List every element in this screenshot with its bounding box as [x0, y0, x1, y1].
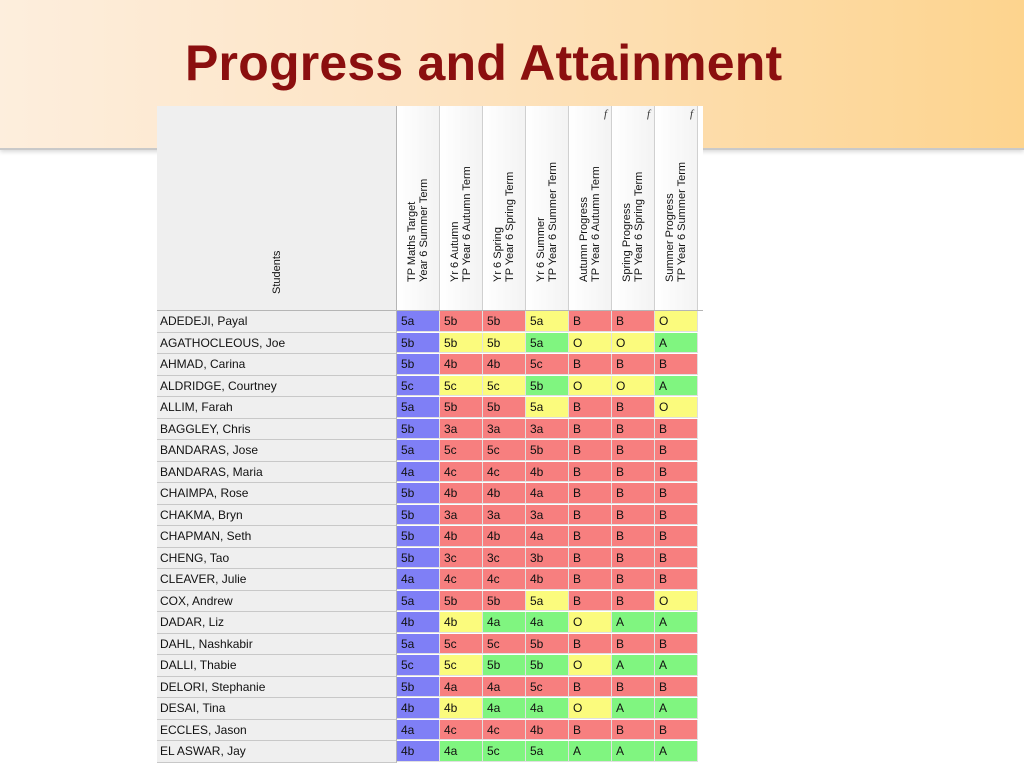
grade-cell[interactable]: B: [612, 462, 655, 483]
grade-cell[interactable]: B: [569, 462, 612, 483]
grade-cell[interactable]: 5b: [526, 634, 569, 655]
formula-icon: f: [689, 108, 693, 120]
grade-cell[interactable]: O: [655, 311, 698, 332]
grade-cell[interactable]: 5b: [440, 591, 483, 612]
table-row[interactable]: [157, 677, 703, 699]
grade-cell[interactable]: 5b: [526, 376, 569, 397]
grade-cell[interactable]: 5b: [397, 419, 440, 440]
grade-cell[interactable]: 4c: [440, 462, 483, 483]
grade-cell[interactable]: 5b: [397, 677, 440, 698]
table-row[interactable]: [157, 741, 703, 763]
grade-cell[interactable]: A: [612, 612, 655, 633]
grade-cell[interactable]: 4b: [526, 569, 569, 590]
grade-cell[interactable]: 5b: [483, 397, 526, 418]
grade-cell[interactable]: B: [569, 440, 612, 461]
grade-cell[interactable]: 5b: [483, 333, 526, 354]
grade-cell[interactable]: 5b: [397, 333, 440, 354]
student-name[interactable]: AHMAD, Carina: [157, 354, 397, 376]
grade-cell[interactable]: 5c: [440, 376, 483, 397]
student-name[interactable]: CHAIMPA, Rose: [157, 483, 397, 505]
student-name[interactable]: AGATHOCLEOUS, Joe: [157, 333, 397, 355]
table-row[interactable]: [157, 655, 703, 677]
grade-cell[interactable]: B: [612, 419, 655, 440]
student-name[interactable]: ECCLES, Jason: [157, 720, 397, 742]
header-column-label: Spring Progress TP Year 6 Spring Term: [621, 171, 645, 282]
grade-cell[interactable]: A: [655, 333, 698, 354]
grade-cell[interactable]: 4b: [397, 698, 440, 719]
grade-cell[interactable]: B: [655, 634, 698, 655]
student-name[interactable]: DESAI, Tina: [157, 698, 397, 720]
grade-cell[interactable]: B: [655, 483, 698, 504]
grade-cell[interactable]: B: [569, 634, 612, 655]
table-row[interactable]: [157, 311, 703, 333]
grade-cell[interactable]: 5a: [397, 311, 440, 332]
table-row[interactable]: [157, 419, 703, 441]
grade-cell[interactable]: 5b: [440, 333, 483, 354]
table-row[interactable]: [157, 612, 703, 634]
grade-cell[interactable]: 5b: [526, 440, 569, 461]
student-name[interactable]: EL ASWAR, Jay: [157, 741, 397, 763]
header-students-label: Students: [270, 250, 283, 294]
grade-cell[interactable]: 5c: [483, 741, 526, 762]
table-row[interactable]: [157, 505, 703, 527]
grade-cell[interactable]: 5c: [526, 354, 569, 375]
grade-cell[interactable]: 5a: [526, 741, 569, 762]
grade-cell[interactable]: 4b: [440, 354, 483, 375]
grade-cell[interactable]: 4c: [483, 720, 526, 741]
grade-cell[interactable]: 4a: [397, 720, 440, 741]
header-column-label: Yr 6 Autumn TP Year 6 Autumn Term: [449, 166, 473, 282]
grade-cell[interactable]: 3b: [526, 548, 569, 569]
grade-cell[interactable]: B: [569, 720, 612, 741]
grade-cell[interactable]: 5a: [397, 591, 440, 612]
grade-cell[interactable]: 5c: [483, 440, 526, 461]
grade-cell[interactable]: 4b: [397, 741, 440, 762]
grade-cell[interactable]: 5a: [397, 440, 440, 461]
grade-cell[interactable]: 4b: [483, 526, 526, 547]
grade-cell[interactable]: B: [612, 569, 655, 590]
grade-cell[interactable]: 5c: [397, 376, 440, 397]
grade-cell[interactable]: 3c: [440, 548, 483, 569]
header-column-2[interactable]: [440, 106, 483, 310]
header-column-label: Yr 6 Spring TP Year 6 Spring Term: [492, 171, 516, 282]
grade-cell[interactable]: 5a: [526, 311, 569, 332]
grade-cell[interactable]: B: [655, 505, 698, 526]
grade-cell[interactable]: 4a: [526, 526, 569, 547]
grade-cell[interactable]: 5c: [440, 634, 483, 655]
grade-cell[interactable]: B: [569, 548, 612, 569]
grade-cell[interactable]: 4a: [397, 569, 440, 590]
grade-cell[interactable]: 5a: [397, 634, 440, 655]
grade-cell[interactable]: 3c: [483, 548, 526, 569]
table-row[interactable]: [157, 548, 703, 570]
grade-cell[interactable]: 4a: [526, 483, 569, 504]
grade-cell[interactable]: B: [612, 526, 655, 547]
grade-cell[interactable]: B: [612, 311, 655, 332]
grade-cell[interactable]: B: [569, 569, 612, 590]
grade-cell[interactable]: B: [569, 354, 612, 375]
grade-cell[interactable]: B: [655, 419, 698, 440]
header-column-7[interactable]: [655, 106, 698, 310]
grade-cell[interactable]: 3a: [483, 419, 526, 440]
grade-cell[interactable]: O: [655, 397, 698, 418]
grade-cell[interactable]: B: [612, 548, 655, 569]
grade-cell[interactable]: 4c: [440, 720, 483, 741]
student-name[interactable]: CHAKMA, Bryn: [157, 505, 397, 527]
student-name[interactable]: COX, Andrew: [157, 591, 397, 613]
grade-cell[interactable]: B: [612, 634, 655, 655]
student-name[interactable]: DAHL, Nashkabir: [157, 634, 397, 656]
grade-cell[interactable]: 4b: [526, 462, 569, 483]
grade-cell[interactable]: O: [569, 698, 612, 719]
table-row[interactable]: [157, 634, 703, 656]
grade-cell[interactable]: 5a: [526, 333, 569, 354]
grade-cell[interactable]: B: [612, 505, 655, 526]
table-row[interactable]: [157, 354, 703, 376]
grade-cell[interactable]: B: [655, 720, 698, 741]
grade-cell[interactable]: 5c: [440, 440, 483, 461]
grade-cell[interactable]: A: [655, 698, 698, 719]
grade-cell[interactable]: B: [569, 311, 612, 332]
grade-cell[interactable]: 5b: [397, 548, 440, 569]
grade-cell[interactable]: 3a: [483, 505, 526, 526]
grade-cell[interactable]: B: [655, 354, 698, 375]
grade-cell[interactable]: B: [569, 505, 612, 526]
header-column-label: TP Maths Target Year 6 Summer Term: [406, 178, 430, 282]
student-name[interactable]: DALLI, Thabie: [157, 655, 397, 677]
table-row[interactable]: [157, 483, 703, 505]
student-name[interactable]: ALLIM, Farah: [157, 397, 397, 419]
header-column-label: Autumn Progress TP Year 6 Autumn Term: [578, 166, 602, 282]
table-row[interactable]: [157, 569, 703, 591]
student-name[interactable]: ALDRIDGE, Courtney: [157, 376, 397, 398]
header-column-4[interactable]: [526, 106, 569, 310]
grade-cell[interactable]: 5b: [397, 483, 440, 504]
grade-cell[interactable]: 5b: [440, 311, 483, 332]
grade-cell[interactable]: 5b: [483, 311, 526, 332]
grade-cell[interactable]: B: [612, 483, 655, 504]
grade-cell[interactable]: 5c: [483, 376, 526, 397]
grade-cell[interactable]: 4a: [483, 612, 526, 633]
table-row[interactable]: [157, 376, 703, 398]
grade-cell[interactable]: 5b: [397, 526, 440, 547]
student-name[interactable]: BANDARAS, Jose: [157, 440, 397, 462]
grade-cell[interactable]: B: [655, 440, 698, 461]
grade-cell[interactable]: 4a: [526, 698, 569, 719]
grade-cell[interactable]: 4a: [483, 677, 526, 698]
grade-cell[interactable]: 4b: [526, 720, 569, 741]
grade-cell[interactable]: B: [569, 526, 612, 547]
grade-cell[interactable]: 4c: [483, 462, 526, 483]
student-name[interactable]: DADAR, Liz: [157, 612, 397, 634]
table-row[interactable]: [157, 720, 703, 742]
grade-cell[interactable]: 5c: [526, 677, 569, 698]
grade-cell[interactable]: 4c: [440, 569, 483, 590]
student-name[interactable]: BAGGLEY, Chris: [157, 419, 397, 441]
grade-cell[interactable]: 4a: [397, 462, 440, 483]
grade-cell[interactable]: A: [655, 612, 698, 633]
header-column-label: Summer Progress TP Year 6 Summer Term: [664, 161, 688, 282]
grade-cell[interactable]: 3a: [440, 419, 483, 440]
grade-cell[interactable]: 4a: [440, 677, 483, 698]
student-name[interactable]: ADEDEJI, Payal: [157, 311, 397, 333]
grade-cell[interactable]: 4b: [397, 612, 440, 633]
grade-cell[interactable]: 4b: [483, 483, 526, 504]
grade-cell[interactable]: 3a: [440, 505, 483, 526]
grade-cell[interactable]: 4b: [483, 354, 526, 375]
grade-cell[interactable]: A: [655, 376, 698, 397]
grade-cell[interactable]: B: [655, 462, 698, 483]
header-column-6[interactable]: [612, 106, 655, 310]
grade-cell[interactable]: 5b: [397, 354, 440, 375]
grade-cell[interactable]: A: [612, 655, 655, 676]
grade-cell[interactable]: O: [569, 612, 612, 633]
page-title: Progress and Attainment: [185, 35, 783, 91]
grade-cell[interactable]: 4b: [440, 698, 483, 719]
grade-cell[interactable]: B: [655, 677, 698, 698]
grade-cell[interactable]: B: [612, 397, 655, 418]
table-row[interactable]: [157, 698, 703, 720]
grade-cell[interactable]: A: [655, 655, 698, 676]
grade-cell[interactable]: A: [612, 698, 655, 719]
table-row[interactable]: [157, 397, 703, 419]
grade-cell[interactable]: B: [612, 677, 655, 698]
grade-cell[interactable]: 4b: [440, 526, 483, 547]
grade-cell[interactable]: B: [612, 720, 655, 741]
grade-cell[interactable]: 4a: [440, 741, 483, 762]
formula-icon: f: [646, 108, 650, 120]
grade-cell[interactable]: A: [569, 741, 612, 762]
header-column-5[interactable]: [569, 106, 612, 310]
grade-cell[interactable]: 4b: [440, 612, 483, 633]
grade-cell[interactable]: O: [569, 376, 612, 397]
student-name[interactable]: DELORI, Stephanie: [157, 677, 397, 699]
grade-cell[interactable]: B: [569, 483, 612, 504]
grade-cell[interactable]: B: [655, 526, 698, 547]
grade-cell[interactable]: O: [655, 591, 698, 612]
grade-cell[interactable]: B: [612, 354, 655, 375]
grade-cell[interactable]: 4a: [526, 612, 569, 633]
grade-cell[interactable]: O: [569, 333, 612, 354]
grade-cell[interactable]: B: [612, 591, 655, 612]
student-grid: [157, 106, 703, 763]
header-column-3[interactable]: [483, 106, 526, 310]
grade-cell[interactable]: B: [655, 569, 698, 590]
grade-cell[interactable]: 5a: [526, 591, 569, 612]
grade-cell[interactable]: 4b: [440, 483, 483, 504]
header-students[interactable]: [157, 106, 397, 310]
table-row[interactable]: [157, 526, 703, 548]
grid-header: [157, 106, 703, 311]
table-row[interactable]: [157, 333, 703, 355]
grade-cell[interactable]: 5b: [440, 397, 483, 418]
student-name[interactable]: CLEAVER, Julie: [157, 569, 397, 591]
grade-cell[interactable]: B: [655, 548, 698, 569]
header-column-1[interactable]: [397, 106, 440, 310]
grade-cell[interactable]: O: [612, 376, 655, 397]
grade-cell[interactable]: 5a: [397, 397, 440, 418]
grade-cell[interactable]: 4a: [483, 698, 526, 719]
grade-cell[interactable]: B: [569, 591, 612, 612]
grade-cell[interactable]: 5c: [397, 655, 440, 676]
student-name[interactable]: CHENG, Tao: [157, 548, 397, 570]
grade-cell[interactable]: 5b: [483, 655, 526, 676]
table-row[interactable]: [157, 462, 703, 484]
table-row[interactable]: [157, 591, 703, 613]
header-column-label: Yr 6 Summer TP Year 6 Summer Term: [535, 161, 559, 282]
grade-cell[interactable]: 5b: [397, 505, 440, 526]
grade-cell[interactable]: A: [655, 741, 698, 762]
grade-cell[interactable]: A: [612, 741, 655, 762]
grade-cell[interactable]: 4c: [483, 569, 526, 590]
grade-cell[interactable]: 5a: [526, 397, 569, 418]
grade-cell[interactable]: 5c: [483, 634, 526, 655]
grade-cell[interactable]: B: [612, 440, 655, 461]
student-name[interactable]: BANDARAS, Maria: [157, 462, 397, 484]
grade-cell[interactable]: B: [569, 397, 612, 418]
grid-body: [157, 311, 703, 763]
grade-cell[interactable]: B: [569, 677, 612, 698]
grade-cell[interactable]: 3a: [526, 505, 569, 526]
grade-cell[interactable]: O: [612, 333, 655, 354]
student-name[interactable]: CHAPMAN, Seth: [157, 526, 397, 548]
grade-cell[interactable]: B: [569, 419, 612, 440]
table-row[interactable]: [157, 440, 703, 462]
formula-icon: f: [603, 108, 607, 120]
grade-cell[interactable]: 5c: [440, 655, 483, 676]
grade-cell[interactable]: 5b: [526, 655, 569, 676]
grade-cell[interactable]: 5b: [483, 591, 526, 612]
grade-cell[interactable]: O: [569, 655, 612, 676]
grade-cell[interactable]: 3a: [526, 419, 569, 440]
